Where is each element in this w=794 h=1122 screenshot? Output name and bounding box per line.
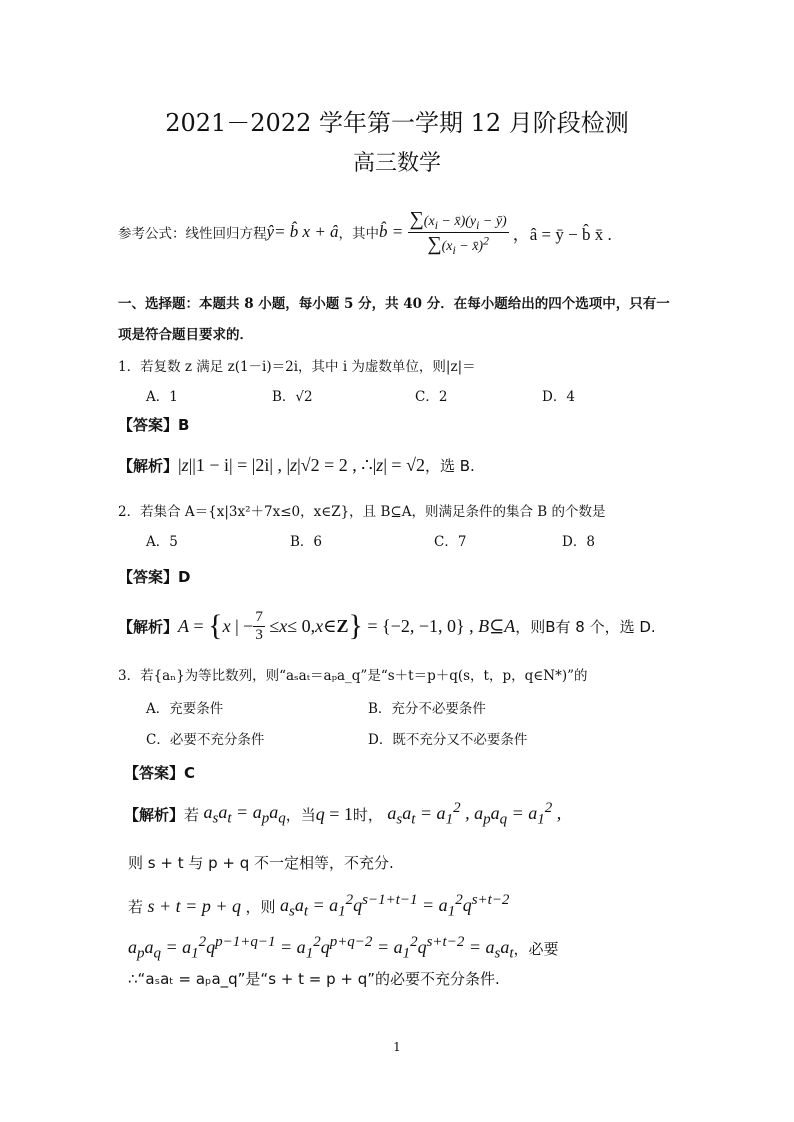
q3-analysis-label: 【解析】 <box>124 805 185 824</box>
q3-analysis-line-3: 若 s + t = p + q ，则 $a_sa_t = a_1^2q^{s-1+t-1} = a_1^2q^{s+t-2}$ <box>128 892 510 920</box>
q3-option-a: A．充要条件 <box>146 701 224 717</box>
formula-mid: ，其中 <box>338 226 380 242</box>
q1-analysis-text: ，选 B. <box>424 457 475 475</box>
q2-option-c: C．7 <box>434 534 467 550</box>
q1-analysis-label: 【解析】 <box>118 457 179 475</box>
page-number: 1 <box>393 1040 401 1054</box>
q3-analysis-line-4: $a_pa_q = a_1^2q^{p-1+q-1} = a_1^2q^{p+q-2} = a_1^2q^{s+t-2} = a_sa_t$ ，必要 <box>128 934 559 962</box>
q1-analysis <box>118 455 475 476</box>
q1-option-c: C．2 <box>415 389 448 405</box>
q2-option-d: D．8 <box>562 534 595 550</box>
q3-option-d: D．既不充分又不必要条件 <box>368 732 528 748</box>
q2-option-a: A．5 <box>146 534 178 550</box>
q1-option-b: B．√2 <box>272 389 313 405</box>
q2-analysis-math: A = { x | − $\frac{7}{3}$ ≤ x ≤ 0, x ∈ Z } = {−2, −1, 0} , B ⊆ A <box>178 608 516 643</box>
q2-analysis <box>118 600 656 652</box>
q1-option-a: A．1 <box>146 389 178 405</box>
q1-option-d: D．4 <box>542 389 575 405</box>
q3-answer: 【答案】C <box>124 764 196 782</box>
q1-answer: 【答案】B <box>118 416 190 434</box>
q3-option-b: B．充分不必要条件 <box>368 701 486 717</box>
q1-analysis-math: |z||1 − i| = |2i| , |z|√2 = 2 , ∴|z| = √2 <box>178 455 425 475</box>
q3-analysis-line-1: 【解析】 若 $a_sa_t = a_pa_q$ ，当 q = 1 时， $a_sa_t = a_1^2$ , $a_pa_q = a_1^2$ , <box>124 800 562 828</box>
q3-analysis-line-2: 则 s + t 与 p + q 不一定相等，不充分. <box>128 854 394 872</box>
q2-analysis-label: 【解析】 <box>118 617 179 636</box>
b-hat-formula: b̂ = $\frac{\sum(x_i - x̄)(y_i - ȳ)}{\sum(x_i - x̄)^2}$ <box>379 207 507 257</box>
section-heading-line-2: 项是符合题目要求的． <box>118 327 253 343</box>
q3-option-c: C．必要不充分条件 <box>146 732 265 748</box>
q2-option-b: B．6 <box>290 534 323 550</box>
a-hat-formula: ，â = ȳ − b̂ x̄ . <box>512 224 612 244</box>
regression-equation: ŷ= b̂ x + â <box>266 222 339 241</box>
page-subtitle: 高三数学 <box>352 151 441 176</box>
formula-label: 参考公式：线性回归方程 <box>118 226 267 242</box>
b-hat-fraction: $\frac{\sum(x_i - x̄)(y_i - ȳ)}{\sum(x_i - x̄)^2}$ <box>409 207 507 257</box>
q1-stem: 1．若复数 z 满足 z(1－i)＝2i，其中 i 为虚数单位，则|z|＝ <box>118 359 476 375</box>
q2-analysis-text: ，则B有 8 个，选 D. <box>515 617 656 636</box>
section-heading-line-1: 一、选择题：本题共 8 小题，每小题 5 分，共 40 分．在每小题给出的四个选项中，只有一 <box>118 296 670 312</box>
reference-formula <box>118 192 612 272</box>
q2-answer: 【答案】D <box>118 568 191 586</box>
page-title: 2021－2022 学年第一学期 12 月阶段检测 <box>165 109 629 137</box>
q3-analysis-line-5: ∴“aₛaₜ = aₚa_q”是“s + t = p + q”的必要不充分条件. <box>128 970 500 988</box>
q3-stem: 3．若{aₙ}为等比数列，则“aₛaₜ＝aₚa_q”是“s＋t＝p＋q(s，t，p，q∈N*)”的 <box>118 668 588 684</box>
q2-stem: 2．若集合 A＝{x|3x²＋7x≤0，x∈Z}，且 B⊆A，则满足条件的集合 B 的个数是 <box>118 504 606 520</box>
